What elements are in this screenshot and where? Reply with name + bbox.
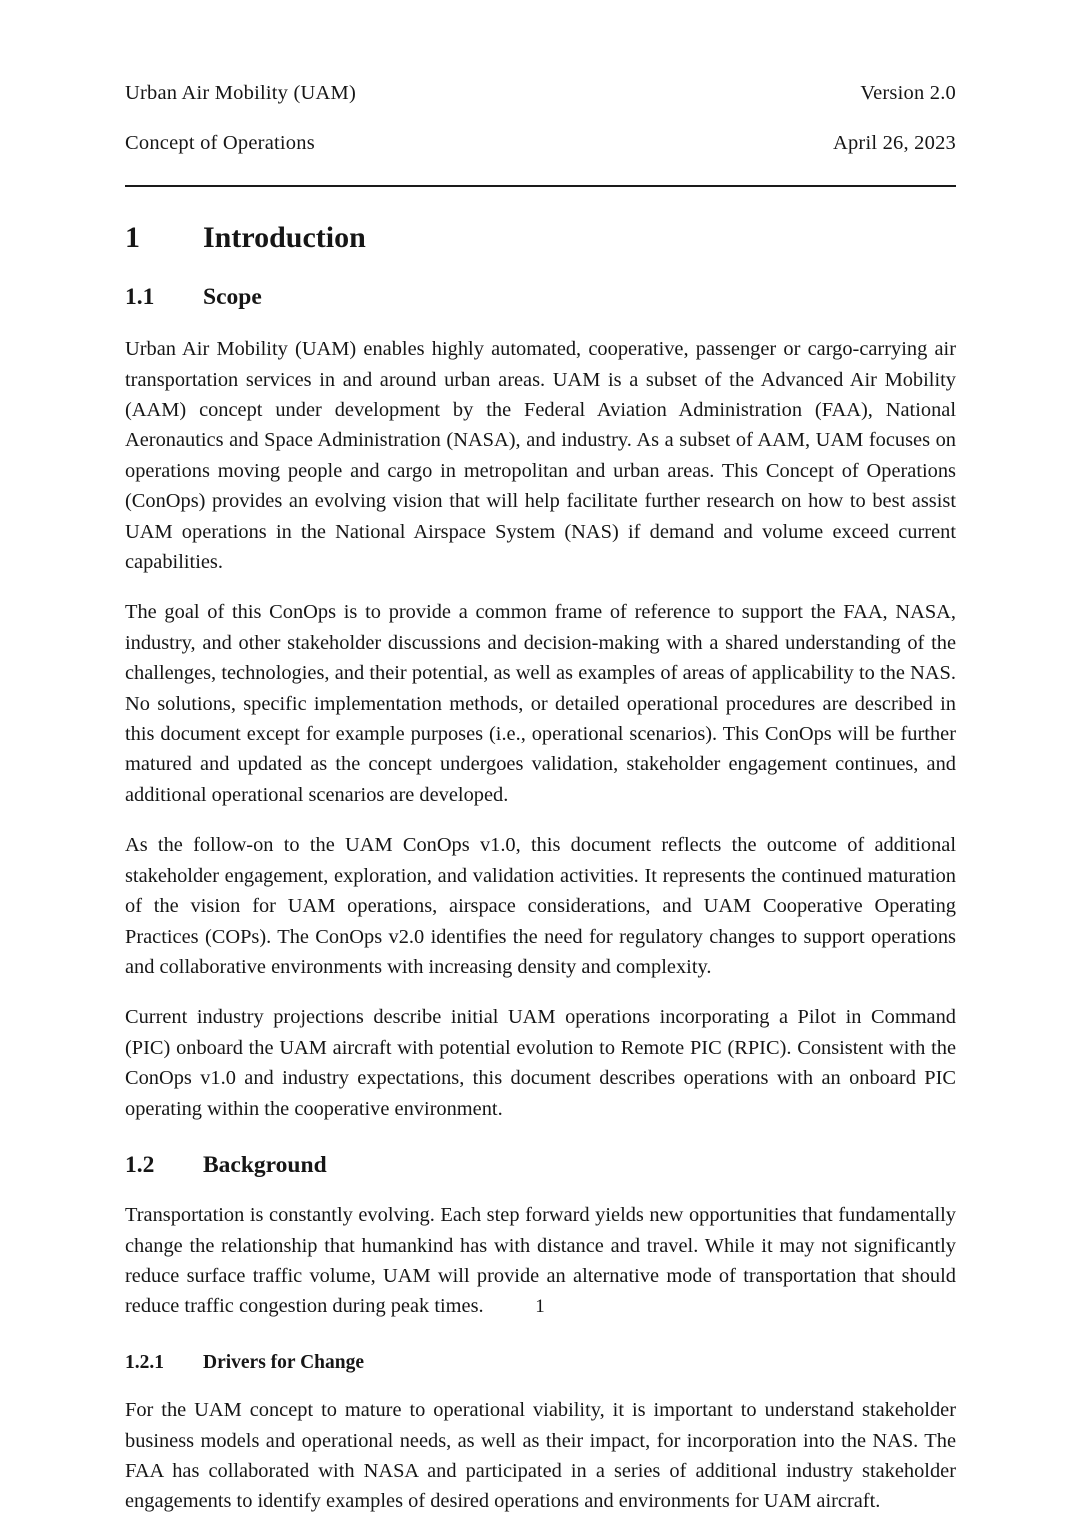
- document-subtitle: Concept of Operations: [125, 132, 315, 154]
- running-header: [125, 56, 956, 181]
- paragraph-drivers-1: For the UAM concept to mature to operational viability, it is important to understand stakeholder business models and operational needs, as well as their impact, for incorporation into the NAS. The FAA has collaborated with NASA and participated in a series of additional industry stakeholder engagements to identify examples of desired operations and environments for UAM aircraft.: [125, 1399, 956, 1513]
- document-version: Version 2.0: [860, 82, 956, 104]
- section-heading-scope: [125, 283, 956, 311]
- page-number: 1: [535, 1296, 545, 1317]
- section-heading-background: [125, 1151, 956, 1179]
- header-divider: [125, 185, 956, 187]
- paragraph-scope-2: The goal of this ConOps is to provide a common frame of reference to support the FAA, NASA, industry, and other stakeholder discussions and decision-making with a shared understanding of the challenges, technologies, and their potential, as well as examples of areas of applicability to the NAS. No solutions, specific implementation methods, or detailed operational procedures are described in this document except for example purposes (i.e., operational scenarios). This ConOps will be further matured and updated as the concept undergoes validation, stakeholder engagement continues, and additional operational scenarios are developed.: [125, 601, 956, 806]
- section-title-background: Background: [203, 1151, 327, 1178]
- document-title: Urban Air Mobility (UAM): [125, 82, 356, 104]
- running-header-right: [833, 56, 956, 181]
- running-header-left: [125, 56, 356, 181]
- paragraph-scope-3: As the follow-on to the UAM ConOps v1.0, this document reflects the outcome of additional stakeholder engagement, exploration, and validation activities. It represents the continued maturation of the vision for UAM operations, airspace considerations, and UAM Cooperative Operating Practices (COPs). The ConOps v2.0 identifies the need for regulatory changes to support operations and collaborative environments with increasing density and complexity.: [125, 834, 956, 978]
- chapter-heading: [125, 220, 956, 256]
- section-number-scope: 1.1: [125, 284, 155, 310]
- subsection-title-drivers: Drivers for Change: [203, 1351, 365, 1373]
- section-number-background: 1.2: [125, 1151, 155, 1178]
- document-date: April 26, 2023: [832, 132, 956, 154]
- paragraph-scope-1: Urban Air Mobility (UAM) enables highly automated, cooperative, passenger or cargo-carrying air transportation services in and around urban areas. UAM is a subset of the Advanced Air Mobility (AAM) concept under development by the Federal Aviation Administration (FAA), National Aeronautics and Space Administration (NASA), and industry. As a subset of AAM, UAM focuses on operations moving people and cargo in metropolitan and urban areas. This Concept of Operations (ConOps) provides an evolving vision that will help facilitate further research on how to best assist UAM operations in the National Airspace System (NAS) if demand and volume exceed current capabilities.: [125, 338, 956, 574]
- section-title-scope: Scope: [203, 284, 262, 310]
- chapter-title: Introduction: [203, 221, 366, 254]
- chapter-number: 1: [125, 221, 140, 254]
- subsection-heading-drivers: [125, 1351, 956, 1374]
- paragraph-scope-4: Current industry projections describe initial UAM operations incorporating a Pilot in Command (PIC) onboard the UAM aircraft with potential evolution to Remote PIC (RPIC). Consistent with the ConOps v1.0 and industry expectations, this document describes operations with an onboard PIC operating within the cooperative environment.: [125, 1006, 956, 1120]
- paragraph-background-1: Transportation is constantly evolving. Each step forward yields new opportunities that fundamentally change the relationship that humankind has with distance and travel. While it may not significantly reduce surface traffic volume, UAM will provide an alternative mode of transportation that should reduce traffic congestion during peak times.: [125, 1204, 956, 1318]
- subsection-number-drivers: 1.2.1: [125, 1351, 164, 1373]
